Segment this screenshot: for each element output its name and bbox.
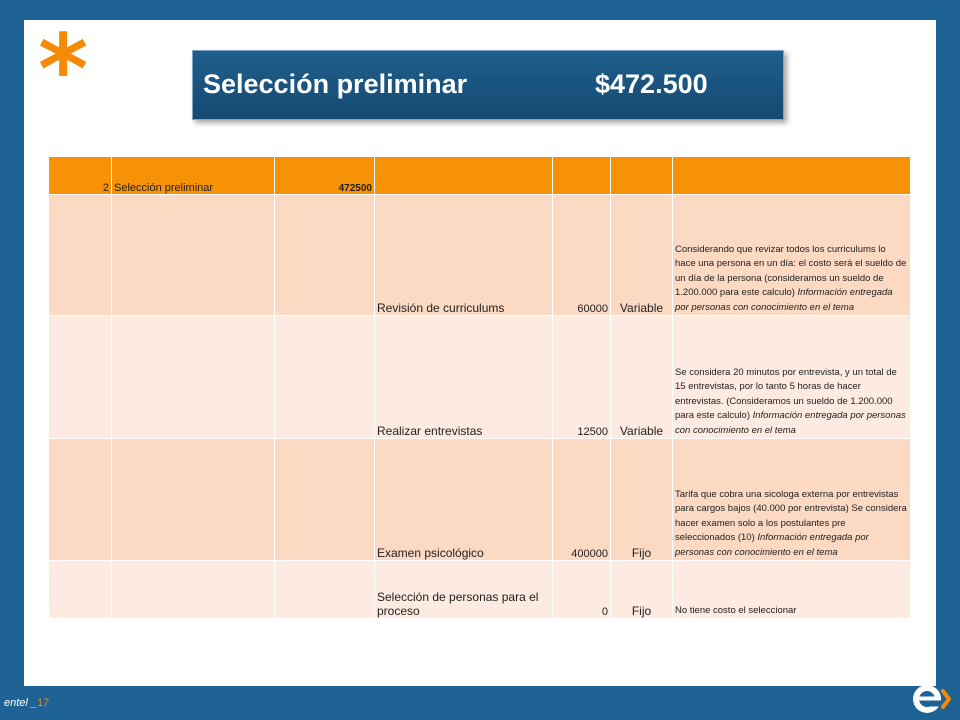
footer — [4, 697, 49, 709]
footer-brand: entel — [4, 697, 28, 709]
cell-activity: Revisión de curriculums — [375, 195, 553, 316]
cell-empty — [112, 195, 275, 316]
title-banner — [192, 50, 784, 120]
cell-empty — [275, 439, 375, 561]
title-amount: $472.500 — [595, 69, 708, 99]
cell-empty — [112, 439, 275, 561]
cell-activity: Examen psicológico — [375, 439, 553, 561]
asterisk-icon: * — [38, 14, 89, 126]
note-text: Considerando que revizar todos los curriculums lo hace una persona en un día: el costo será el sueldo de un día de la persona (consideramos un sueldo de 1.200.000 para este calculo) — [675, 243, 907, 298]
note-text: Tarifa que cobra una sicologa externa por entrevistas para cargos bajos (40.000 por entrevista) Se considera hacer examen solo a los postulantes pre seleccionados (10) — [675, 488, 907, 543]
cell-empty — [112, 561, 275, 619]
cell-empty — [275, 195, 375, 316]
cell-empty — [49, 316, 112, 439]
note-source: Información entregada por personas con conocimiento en el tema — [675, 410, 906, 436]
cell-value: 0 — [553, 561, 611, 619]
cell-value: 60000 — [553, 195, 611, 316]
entel-logo-icon — [912, 682, 952, 716]
note-text: Se considera 20 minutos por entrevista, y un total de 15 entrevistas, por lo tanto 5 horas de hacer entrevistas. (Consideramos un sueldo de 1.200.000 para este calculo) — [675, 366, 897, 421]
cell-note — [673, 561, 911, 619]
cell-name: Selección preliminar — [112, 157, 275, 195]
note-source: Información entregada por personas con conocimiento en el tema — [675, 287, 893, 313]
cell-note — [673, 439, 911, 561]
cell-value: 400000 — [553, 439, 611, 561]
cell-note — [673, 195, 911, 316]
cell-empty — [553, 157, 611, 195]
cell-type: Fijo — [611, 561, 673, 619]
slide-title: Selección preliminar — [203, 69, 468, 99]
cell-num: 2 — [49, 157, 112, 195]
cell-empty — [112, 316, 275, 439]
cell-empty — [375, 157, 553, 195]
cell-empty — [275, 561, 375, 619]
cost-table — [48, 156, 911, 619]
cell-type: Variable — [611, 316, 673, 439]
cell-activity: Selección de personas para el proceso — [375, 561, 553, 619]
cell-activity: Realizar entrevistas — [375, 316, 553, 439]
note-text: No tiene costo el seleccionar — [675, 604, 797, 616]
cell-empty — [49, 195, 112, 316]
cell-empty — [611, 157, 673, 195]
table-row — [49, 439, 911, 561]
cell-empty — [275, 316, 375, 439]
page-number: 17 — [37, 697, 50, 709]
cell-total: 472500 — [275, 157, 375, 195]
cell-empty — [673, 157, 911, 195]
note-source: Información entregada por personas con conocimiento en el tema — [675, 532, 869, 558]
cell-value: 12500 — [553, 316, 611, 439]
table-row — [49, 195, 911, 316]
cell-type: Variable — [611, 195, 673, 316]
table-row — [49, 316, 911, 439]
footer-separator: _ — [27, 697, 38, 709]
cell-note — [673, 316, 911, 439]
cell-empty — [49, 561, 112, 619]
table-header-row — [49, 157, 911, 195]
cell-type: Fijo — [611, 439, 673, 561]
table-row — [49, 561, 911, 619]
cell-empty — [49, 439, 112, 561]
